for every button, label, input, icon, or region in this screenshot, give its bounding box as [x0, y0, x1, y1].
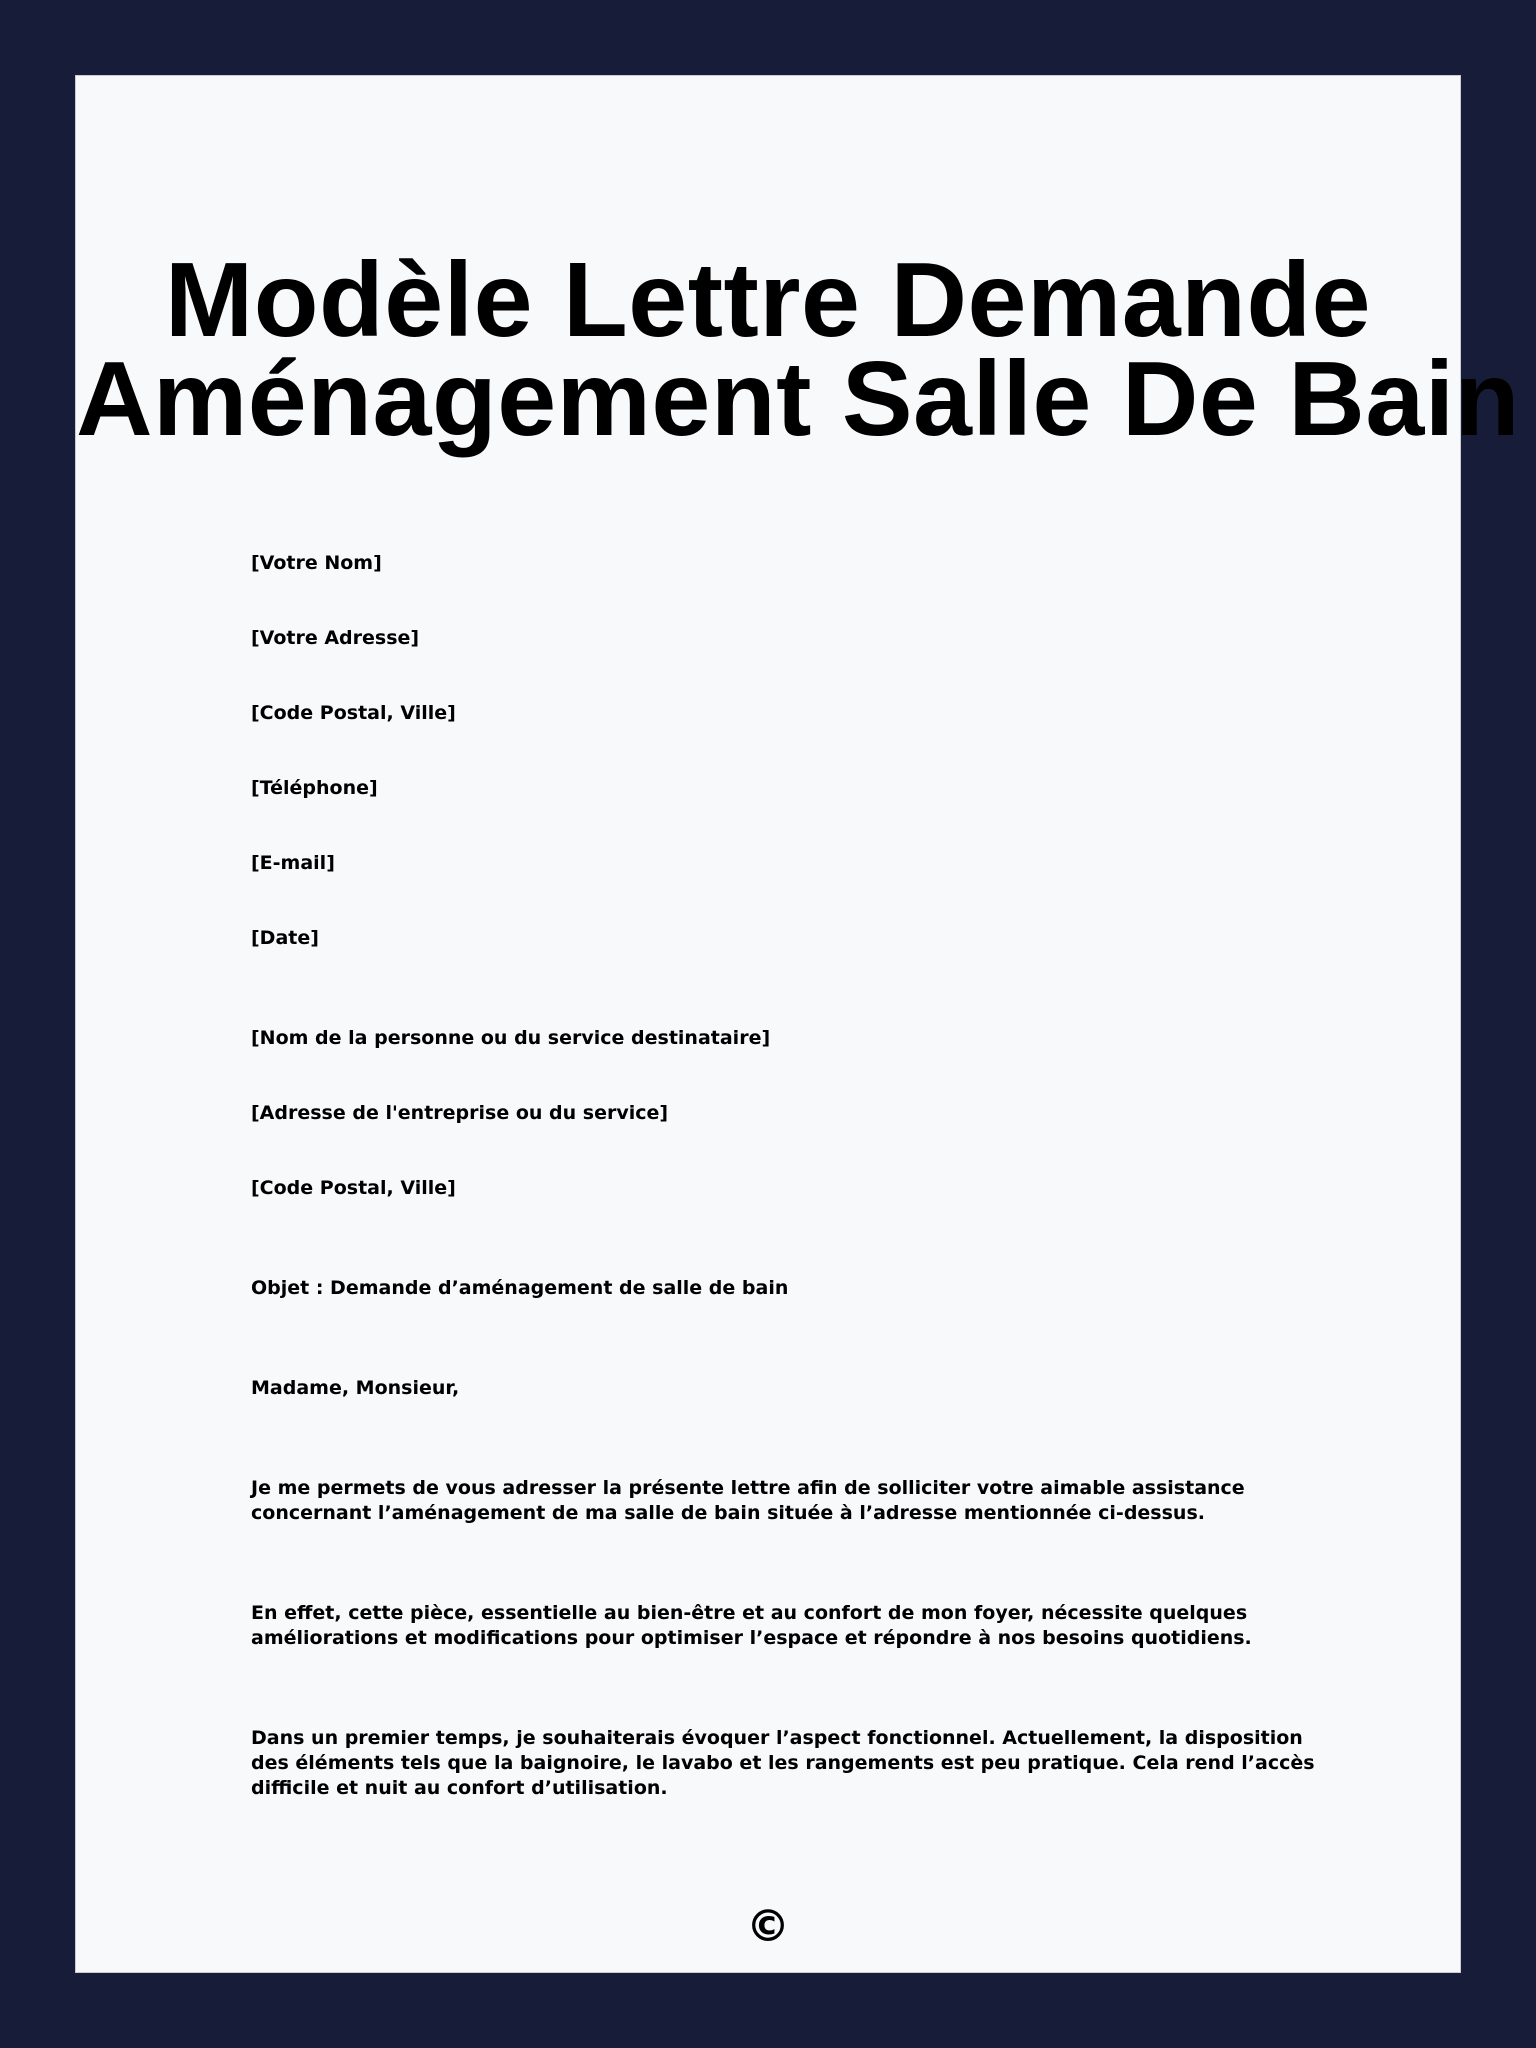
sender-email: [E-mail] [251, 852, 335, 874]
copyright-icon: © [746, 1901, 790, 1952]
recipient-address: [Adresse de l'entreprise ou du service] [251, 1102, 669, 1124]
sender-phone: [Téléphone] [251, 777, 378, 799]
letter-subject: Objet : Demande d’aménagement de salle de bain [251, 1277, 789, 1299]
page-title [76, 241, 1520, 458]
sender-address: [Votre Adresse] [251, 627, 420, 649]
title-line-2: Aménagement Salle De Bain [76, 340, 1520, 458]
title-line-1: Modèle Lettre Demande [164, 241, 1372, 359]
document-page [75, 75, 1520, 1973]
paragraph-3: Dans un premier temps, je souhaiterais évoquer l’aspect fonctionnel. Actuellement, la disposition des éléments tels que la baignoire, le lavabo et les rangements est peu pratique. Cela rend l’accès difficile et nuit au confort d’utilisation. [251, 1727, 1315, 1799]
recipient-name: [Nom de la personne ou du service destinataire] [251, 1027, 771, 1049]
recipient-postal-city: [Code Postal, Ville] [251, 1177, 456, 1199]
sender-postal-city: [Code Postal, Ville] [251, 702, 456, 724]
paragraph-1: Je me permets de vous adresser la présente lettre afin de solliciter votre aimable assistance concernant l’aménagement de ma salle de bain située à l’adresse mentionnée ci-dessus. [251, 1477, 1245, 1524]
letter-date: [Date] [251, 927, 319, 949]
sender-name: [Votre Nom] [251, 552, 382, 574]
paragraph-2: En effet, cette pièce, essentielle au bien-être et au confort de mon foyer, nécessite quelques améliorations et modifications pour optimiser l’espace et répondre à nos besoins quotidiens. [251, 1602, 1252, 1649]
letter-salutation: Madame, Monsieur, [251, 1377, 460, 1399]
